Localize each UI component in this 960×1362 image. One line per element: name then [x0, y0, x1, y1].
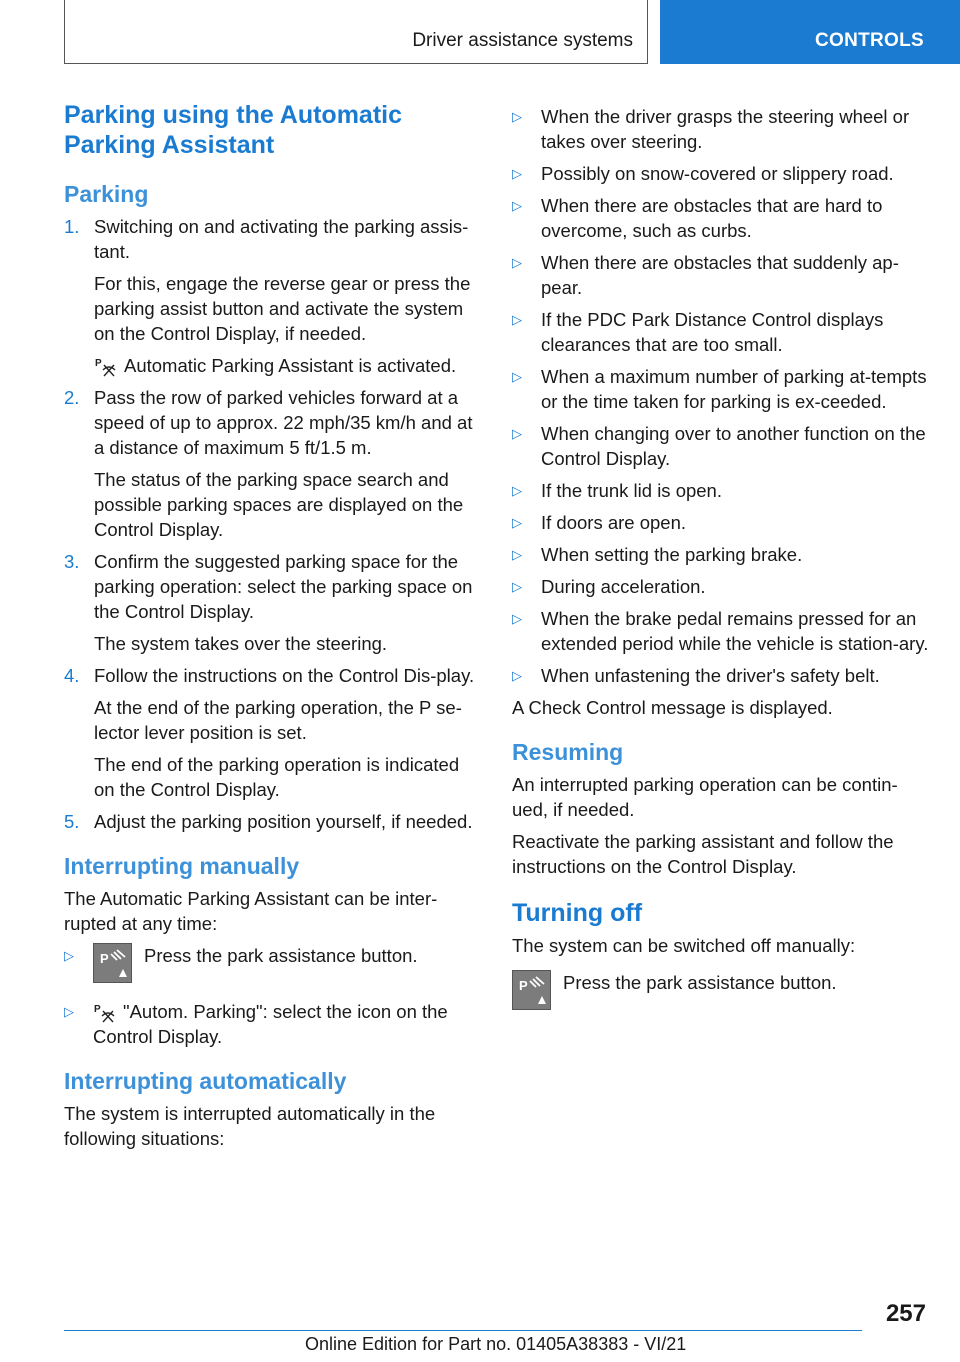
turning-off-intro: The system can be switched off manually:	[512, 935, 856, 956]
list-item	[512, 250, 930, 300]
header-section-title: Driver assistance systems	[412, 30, 633, 51]
step-2	[64, 385, 482, 542]
step-number: 5.	[64, 811, 80, 833]
step-subtext: For this, engage the reverse gear or press the parking assist button and activate the system on the Control Display, if needed.	[94, 273, 471, 344]
turning-off-text: Press the park assistance button.	[563, 972, 837, 993]
list-item	[64, 943, 482, 983]
footer-edition: Online Edition for Part no. 01405A38383 - VI/21	[305, 1334, 687, 1354]
step-text: Adjust the parking position yourself, if needed.	[94, 811, 473, 833]
list-item-text: When unfastening the driver's safety belt.	[541, 665, 880, 686]
step-subtext: The end of the parking operation is indicated on the Control Display.	[94, 754, 460, 801]
list-item-text: When changing over to another function on the Control Display.	[541, 423, 926, 469]
list-item	[512, 663, 930, 688]
step-5	[64, 809, 482, 834]
list-item	[512, 574, 930, 599]
list-item-text: When there are obstacles that are hard to overcome, such as curbs.	[541, 195, 883, 241]
autom-parking-text: "Autom. Parking": select the icon on the Control Display.	[93, 1001, 448, 1048]
list-item-text: If the PDC Park Distance Control displays clearances that are too small.	[541, 309, 884, 355]
step-1	[64, 214, 482, 378]
triangle-bullet-icon: ▷	[64, 948, 74, 964]
list-item-text: During acceleration.	[541, 576, 706, 597]
list-item	[512, 606, 930, 656]
step-icon-line	[94, 353, 482, 378]
list-item	[512, 510, 930, 535]
list-item-text: When there are obstacles that suddenly ap-pear.	[541, 252, 899, 298]
interrupting-automatically-heading: Interrupting automatically	[64, 1068, 347, 1095]
park-assist-button-icon	[512, 970, 551, 1010]
triangle-bullet-icon: ▷	[512, 109, 522, 124]
header-chapter-tab	[660, 0, 960, 64]
triangle-bullet-icon: ▷	[512, 611, 522, 626]
manual-item-text: Press the park assistance button.	[144, 945, 418, 967]
interruption-list	[512, 104, 930, 688]
park-assist-button-icon	[93, 943, 132, 983]
list-item-text: When setting the parking brake.	[541, 544, 803, 565]
step-subtext: At the end of the parking operation, the P se-lector lever position is set.	[94, 697, 462, 744]
left-column	[64, 100, 482, 1158]
triangle-bullet-icon: ▷	[512, 668, 522, 683]
resuming-heading: Resuming	[512, 739, 624, 765]
page-number: 257	[885, 1300, 926, 1327]
list-item	[512, 542, 930, 567]
right-column	[512, 104, 930, 1026]
triangle-bullet-icon: ▷	[512, 369, 522, 384]
check-control-message: A Check Control message is displayed.	[512, 697, 833, 718]
parking-assistant-icon	[93, 1002, 115, 1024]
svg-text:P: P	[519, 978, 528, 993]
triangle-bullet-icon: ▷	[512, 515, 522, 530]
page-title: Parking using the Automatic Parking Assistant	[64, 101, 403, 159]
step-number: 2.	[64, 387, 80, 409]
svg-text:P: P	[100, 951, 109, 967]
step-subtext: The system takes over the steering.	[94, 633, 388, 655]
triangle-bullet-icon: ▷	[512, 547, 522, 562]
interrupting-manually-heading: Interrupting manually	[64, 853, 300, 880]
activation-text: Automatic Parking Assistant is activated.	[124, 355, 457, 376]
list-item	[512, 161, 930, 186]
manual-intro: The Automatic Parking Assistant can be inter-rupted at any time:	[64, 888, 438, 935]
list-item	[512, 364, 930, 414]
list-item	[512, 421, 930, 471]
parking-assistant-icon	[94, 356, 116, 378]
list-item-text: When a maximum number of parking at-tempts or the time taken for parking is ex-ceeded.	[541, 366, 927, 412]
step-3	[64, 549, 482, 656]
footer-divider	[64, 1330, 862, 1331]
step-text: Pass the row of parked vehicles forward at a speed of up to approx. 22 mph/35 km/h and at a distance of maximum 5 ft/1.5 m.	[94, 387, 473, 459]
step-number: 4.	[64, 665, 80, 687]
list-item	[512, 193, 930, 243]
step-text: Switching on and activating the parking assis-tant.	[94, 216, 469, 262]
svg-text:P: P	[94, 1004, 101, 1016]
triangle-bullet-icon: ▷	[512, 579, 522, 594]
list-item-text: When the driver grasps the steering wheel or takes over steering.	[541, 106, 910, 152]
step-number: 1.	[64, 216, 80, 237]
triangle-bullet-icon: ▷	[512, 426, 522, 441]
list-item	[512, 307, 930, 357]
step-4	[64, 663, 482, 802]
list-item-text: If doors are open.	[541, 512, 687, 533]
triangle-bullet-icon: ▷	[512, 198, 522, 213]
resuming-text-1: An interrupted parking operation can be contin-ued, if needed.	[512, 774, 898, 820]
list-item-text: When the brake pedal remains pressed for an extended period while the vehicle is station-ary.	[541, 608, 929, 654]
triangle-bullet-icon: ▷	[512, 255, 522, 270]
auto-intro: The system is interrupted automatically in the following situations:	[64, 1103, 436, 1150]
list-item	[512, 478, 930, 503]
step-subtext: The status of the parking space search and possible parking spaces are displayed on the Control Display.	[94, 469, 464, 541]
header-section-box	[64, 0, 648, 64]
turning-off-heading: Turning off	[512, 899, 643, 927]
triangle-bullet-icon: ▷	[512, 166, 522, 181]
header-chapter-title: CONTROLS	[815, 30, 925, 51]
turning-off-item	[512, 970, 930, 1010]
list-item-text: If the trunk lid is open.	[541, 480, 722, 501]
list-item-text: Possibly on snow-covered or slippery road.	[541, 163, 894, 184]
list-item	[64, 999, 482, 1049]
svg-text:P: P	[95, 358, 102, 370]
step-text: Confirm the suggested parking space for the parking operation: select the parking space on the Control Display.	[94, 551, 473, 623]
manual-item-text	[93, 999, 482, 1049]
list-item	[512, 104, 930, 154]
triangle-bullet-icon: ▷	[512, 312, 522, 327]
step-number: 3.	[64, 551, 80, 573]
triangle-bullet-icon: ▷	[64, 1004, 74, 1020]
parking-heading: Parking	[64, 181, 149, 207]
step-text: Follow the instructions on the Control Dis-play.	[94, 665, 475, 687]
triangle-bullet-icon: ▷	[512, 483, 522, 498]
resuming-text-2: Reactivate the parking assistant and follow the instructions on the Control Display.	[512, 831, 894, 877]
